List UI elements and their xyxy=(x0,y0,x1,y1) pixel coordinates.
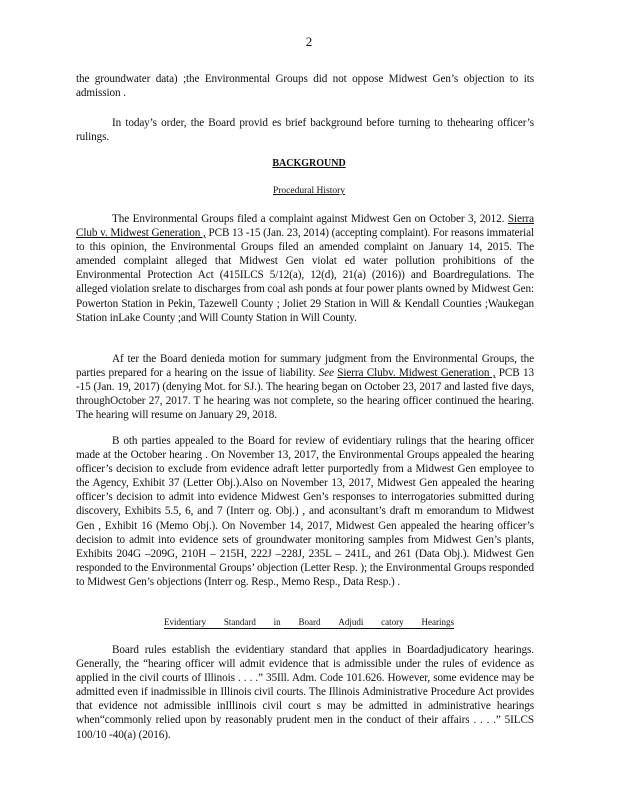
heading-background: BACKGROUND xyxy=(272,158,346,169)
paragraph-hearing-schedule xyxy=(76,352,534,422)
paragraph-todays-order-text: In today’s order, the Board provid es brief background before turning to thehearing officer’s rulings. xyxy=(76,117,534,144)
see-signal: See xyxy=(318,367,334,380)
paragraph-procedural-history xyxy=(76,212,534,325)
paragraph-intro-continued: the groundwater data) ;the Environmental Groups did not oppose Midwest Gen’s objection to its admission . xyxy=(76,73,534,100)
page-number: 2 xyxy=(305,34,313,49)
p6-text: Board rules establish the evidentiary standard that applies in Boardadjudicatory hearings. Generally, the “hearing officer will admit evidence that is admissible under the rules of evidence as applied in the civil courts of Illinois . . . .” 35Ill. Adm. Code 101.626. However, some evidence may be admitted even if inadmissible in Illinois civil courts. The Illinois Administrative Procedure Act provides that evidence not admissible inIllinois civil court s may be admitted in administrative hearings when“commonly relied upon by reasonably prudent men in the conduct of their affairs . . . .” 5ILCS 100/10 -40(a) (2016). xyxy=(76,644,534,741)
paragraph-todays-order xyxy=(76,116,534,144)
heading-procedural-history: Procedural History xyxy=(272,186,346,196)
p4-text-a: Af ter the Board denieda motion for summary judgment from the Environmental Groups, the parties prepared for a hearing on the issue of liability. xyxy=(76,353,534,380)
p4-text-b: PCB 13 -15 (Jan. 19, 2017) (denying Mot. for SJ.). The hearing began on October 23, 2017 and lasted five days, throughOctober 27, 2017. T he hearing was not complete, so the hearing officer continued the hearing. The hearing will resume on January 29, 2018. xyxy=(76,367,534,422)
case-citation-sierra-club-2017: Sierra Clubv. Midwest Generation , xyxy=(337,367,496,380)
case-citation-sierra-club-2014: Sierra Club v. Midwest Generation , xyxy=(76,213,534,240)
p5-text: B oth parties appealed to the Board for review of evidentiary rulings that the hearing officer made at the October hearing . On November 13, 2017, the Environmental Groups appealed the hearing officer’s decision to exclude from evidence adraft letter purportedly from a Midwest Gen employee to the Agency, Exhibit 37 (Letter Obj.).Also on November 13, 2017, Midwest Gen appealed the hearing officer’s decision to admit into evidence Midwest Gen’s responses to interrogatories submitted during discovery, Exhibits 5.5, 6, and 7 (Interr og. Obj.) , and aconsultant’s draft m emorandum to Midwest Gen , Exhibit 16 (Memo Obj.). On November 14, 2017, Midwest Gen appealed the hearing officer’s decision to admit into evidence sets of groundwater monitoring samples from Midwest Gen’s plants, Exhibits 204G –209G, 210H – 215H, 222J –228J, 235L – 241L, and 261 (Data Obj.). Midwest Gen responded to the Environmental Groups’ objection (Letter Resp. ); the Environmental Groups responded to Midwest Gen’s objections (Interr og. Resp., Memo Resp., Data Resp.) . xyxy=(76,435,534,588)
paragraph-appeals xyxy=(76,434,534,589)
paragraph-evidentiary-standard xyxy=(76,643,534,742)
heading-evidentiary-standard: Evidentiary Standard in Board Adjudi catory Hearings xyxy=(164,617,454,627)
p3-text-b: PCB 13 -15 (Jan. 23, 2014) (accepting complaint). For reasons immaterial to this opinion, the Environmental Groups filed an amended complaint on January 14, 2015. The amended complaint alleged that Midwest Gen violat ed water pollution prohibitions of the Environmental Protection Act (415ILCS 5/12(a), 12(d), 21(a) (2016)) and Boardregulations. The alleged violation srelate to discharges from coal ash ponds at four power plants owned by Midwest Gen: Powerton Station in Pekin, Tazewell County ; Joliet 29 Station in Will & Kendall Counties ;Waukegan Station inLake County ;and Will County Station in Will County. xyxy=(76,227,534,324)
p3-text-a: The Environmental Groups filed a complaint against Midwest Gen on October 3, 2012. xyxy=(112,213,508,225)
